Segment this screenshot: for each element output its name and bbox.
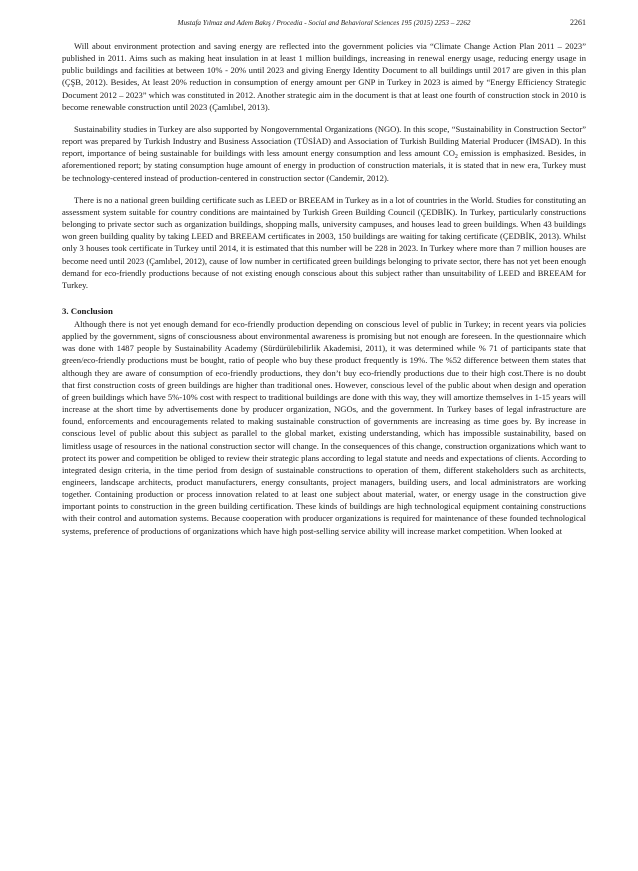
document-page	[62, 16, 586, 537]
body-text	[62, 40, 586, 537]
co2-subscript: 2	[454, 154, 458, 161]
paragraph-text: emission is emphasized. Besides, in aforementioned report; by stating consumption huge amount of energy in production of construction materials, it is stated that in new era, Turkey must be technology-centered instead of production-centered in construction sector (Candemir, 2012).	[62, 148, 586, 183]
paragraph-text: Sustainability studies in Turkey are also supported by Nongovernmental Organizations (NGO). In this scope, “Sustainability in Construction Sector” report was prepared by Turkish Industry and Business Association (TÜSİAD) and Association of Turkish Building Material Producer (İMSAD). In this report, importance of being sustainable for buildings with less amount energy consumption and less amount CO	[62, 123, 586, 159]
paragraph-climate-action-plan: Will about environment protection and saving energy are reflected into the government policies via “Climate Change Action Plan 2011 – 2023” published in 2011. Aims such as making heat insulation in at least 1 million buildings, increasing in renewal energy usage, reducing energy usage in public buildings and facilities at between 10% - 20% until 2023 and giving Energy Identity Document to all buildings until 2017 are given in this plan (ÇŞB, 2012). Besides, At least 20% reduction in consumption of energy amount per GNP in Turkey in 2023 is aimed by “Energy Efficiency Strategic Document 2012 – 2023” which was constituted in 2012. Another strategic aim in the document is that at least one fourth of construction stock in 2010 is become renewable construction until 2023 (Çamlıbel, 2013).	[62, 41, 586, 112]
running-title: Mustafa Yılmaz and Adem Bakış / Procedia - Social and Behavioral Sciences 195 (2015) 2253 – 2262	[177, 19, 471, 27]
paragraph-ngo-sustainability	[62, 123, 586, 184]
paragraph-green-building-certificate: There is no a national green building certificate such as LEED or BREEAM in Turkey as in a lot of countries in the World. Studies for constituting an assessment system suitable for country conditions are maintained by Turkish Green Building Council (ÇEDBİK). In Turkey, particularly constructions belonging to private sector such as organization buildings, shopping malls, university campuses, and houses lead to green buildings. When 43 buildings won green building quality by taking LEED and BREEAM certificates in 2003, 150 buildings are waiting for taking certificate (ÇEDBİK, 2013). Whilst only 3 houses took certificate in Turkey until 2014, it is estimated that this number will be 228 in 2023. In Turkey where more than 7 million houses are become need until 2023 (Çamlıbel, 2012), cause of low number in certificated green buildings belonging to private sector, there has not yet been enough demand for eco-friendly productions because of not existing enough conscious about this subject rather than unsuitability of LEED and BREEAM for Turkey.	[62, 194, 586, 290]
page-number: 2261	[570, 18, 586, 27]
running-header	[62, 16, 586, 30]
paragraph-conclusion: Although there is not yet enough demand for eco-friendly production depending on conscious level of public in Turkey; in recent years via policies applied by the government, signs of consciousness about environmental awareness is promising but not enough are foreseen. In the questionnaire which was done with 1487 people by Sustainability Academy (Sürdürülebilirlik Akademisi, 2011), it was determined while % 71 of participants state that green/eco-friendly productions must be bought, ratio of people who buy these product frequently is 19%. The %52 difference between them states that although they are aware of consumption of eco-friendly productions, they don’t buy eco-friendly productions due to their high cost.There is no doubt that first construction costs of green buildings are higher than traditional ones. However, conscious level of the public about when design and operation of green buildings which have 5%-10% cost with respect to traditional buildings are done with this way, they will amortize themselves in 1-15 years will increase at the short time by advertisements done by producer organization, NGOs, and the government. In Turkey bases of legal infrastructure are found, enforcements and encouragements related to making sustainable construction of governments are increasing as time goes by. By increase in conscious level of public about this subject as parallel to the global market, existing understanding, which has impossible sustainability, based on limitless usage of resources in the national construction sector will change. In the consequences of this change, construction organizations which want to protect its power and competition be obliged to review their strategic plans according to legal statute and needs and expectations of clients. According to integrated design criteria, in the time period from design of sustainable constructions to operation of them, different stakeholders such as architects, engineers, landscape architects, product manufacturers, energy consultants, project managers, building users, and local administrators are working together. Containing production or process innovation related to at least one subject about material, water, or energy usage in the construction give important points to construction in the green building certification. These kinds of buildings are high technological equipment containing constructions with their control and automation systems. Because cooperation with producer organizations is required for maintenance of these founded technological systems, preference of productions of organizations which have high post-selling service ability will increase market competition. When looked at	[62, 318, 586, 536]
section-heading-conclusion: 3. Conclusion	[62, 305, 113, 316]
